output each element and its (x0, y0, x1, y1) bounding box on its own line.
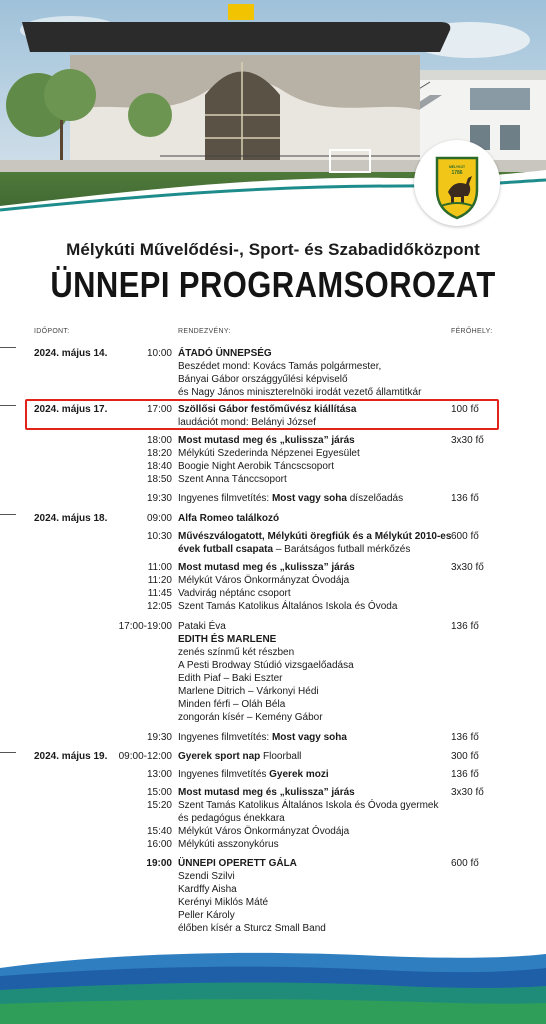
program-row (0, 561, 546, 574)
event-detail: Boogie Night Aerobik Táncscsoport (178, 461, 335, 472)
column-header-event: RENDEZVÉNY: (178, 328, 231, 335)
event-title: Most mutasd meg és „kulissza” járás (178, 562, 355, 573)
row-event (178, 587, 453, 600)
event-detail: Minden férfi – Oláh Béla (178, 699, 286, 710)
program-row (0, 373, 546, 386)
event-prefix: Ingyenes filmvetítés: (178, 493, 272, 504)
event-prefix: Ingyenes filmvetítés (178, 769, 270, 780)
row-event (178, 922, 453, 935)
event-title: Most vagy soha (271, 732, 347, 743)
row-time: 15:20 (146, 800, 172, 811)
program-row (0, 646, 546, 659)
event-title: ÁTADÓ ÜNNEPSÉG (178, 348, 272, 359)
event-detail: Bányai Gábor országgyűlési képviselő (178, 374, 348, 385)
program-row (0, 473, 546, 486)
program-row (0, 460, 546, 473)
town-crest (414, 140, 500, 226)
column-header-time: IDŐPONT: (34, 328, 70, 335)
program-row (0, 530, 546, 543)
row-capacity: 600 fő (451, 531, 479, 542)
row-event (178, 786, 453, 799)
program-row (0, 672, 546, 685)
row-event (178, 812, 453, 825)
event-detail: A Pesti Brodway Stúdió vizsgaelőadása (178, 660, 354, 671)
row-event (178, 731, 453, 744)
event-prefix: Ingyenes filmvetítés: (178, 732, 272, 743)
event-detail: Pataki Éva (178, 621, 226, 632)
event-title: Gyerek sport nap (178, 751, 261, 762)
footer-wave (0, 946, 546, 1024)
row-capacity: 300 fő (451, 751, 479, 762)
program-row (0, 633, 546, 646)
row-event (178, 883, 453, 896)
row-capacity: 600 fő (451, 858, 479, 869)
program-row (0, 698, 546, 711)
row-time: 11:20 (147, 575, 172, 586)
program-row (0, 799, 546, 812)
event-detail: Szendi Szilvi (178, 871, 235, 882)
event-title: EDITH ÉS MARLENE (178, 634, 277, 645)
event-detail: Edith Piaf – Baki Eszter (178, 673, 283, 684)
row-capacity: 136 fő (451, 769, 479, 780)
row-event (178, 896, 453, 909)
row-event (178, 799, 453, 812)
row-capacity: 100 fő (451, 404, 479, 415)
program-row (0, 812, 546, 825)
program-row (0, 838, 546, 851)
row-event (178, 672, 453, 685)
row-capacity: 3x30 fő (451, 435, 484, 446)
event-title: ÜNNEPI OPERETT GÁLA (178, 858, 297, 869)
row-event (178, 386, 453, 399)
program-row (0, 896, 546, 909)
page-title: ÜNNEPI PROGRAMSOROZAT (50, 264, 496, 305)
program-row (0, 786, 546, 799)
program-row (0, 922, 546, 935)
row-event (178, 574, 453, 587)
event-detail: Floorball (260, 751, 302, 762)
event-detail: élőben kísér a Sturcz Small Band (178, 923, 326, 934)
row-event (178, 543, 453, 556)
row-time: 11:00 (147, 562, 172, 573)
event-detail: Szent Tamás Katolikus Általános Iskola és Óvoda gyermek (178, 800, 439, 811)
row-event (178, 530, 453, 543)
day-date: 2024. május 19. (34, 751, 108, 762)
program-row (0, 659, 546, 672)
event-detail: zenés színmű két részben (178, 647, 295, 658)
crest-town-label: MÉLYKÚT (448, 165, 466, 169)
row-event (178, 434, 453, 447)
event-title: évek futball csapata (178, 544, 274, 555)
row-event (178, 347, 453, 360)
event-detail: Szent Tamás Katolikus Általános Iskola és Óvoda (178, 601, 398, 612)
program-row (0, 768, 546, 781)
program-row (0, 685, 546, 698)
row-event (178, 909, 453, 922)
row-time: 18:50 (146, 474, 172, 485)
event-detail: zongorán kísér – Kemény Gábor (178, 712, 323, 723)
event-detail: laudációt mond: Belányi József (178, 417, 316, 428)
event-detail: Szent Anna Tánccsoport (178, 474, 287, 485)
program-row (0, 347, 546, 360)
event-title: Szöllősi Gábor festőművész kiállítása (178, 404, 357, 415)
row-event (178, 447, 453, 460)
event-detail: Kerényi Miklós Máté (178, 897, 269, 908)
row-time: 10:00 (146, 348, 172, 359)
row-event (178, 711, 453, 724)
row-event (178, 561, 453, 574)
program-row (0, 600, 546, 613)
row-capacity: 136 fő (451, 732, 479, 743)
row-time: 19:00 (146, 858, 172, 869)
row-event (178, 698, 453, 711)
row-time: 17:00-19:00 (118, 621, 172, 632)
event-title: Most mutasd meg és „kulissza” járás (178, 435, 355, 446)
row-event (178, 633, 453, 646)
row-time: 11:45 (147, 588, 172, 599)
row-capacity: 136 fő (451, 621, 479, 632)
day-date: 2024. május 18. (34, 513, 108, 524)
event-title: Gyerek mozi (269, 769, 329, 780)
row-capacity: 136 fő (451, 493, 479, 504)
event-detail: Mélykút Város Önkormányzat Óvodája (178, 575, 350, 586)
row-time: 16:00 (146, 839, 172, 850)
event-detail: Mélykúti Szederinda Népzenei Egyesület (178, 448, 360, 459)
program-row (0, 909, 546, 922)
row-event (178, 750, 453, 763)
event-detail: Beszédet mond: Kovács Tamás polgármester, (178, 361, 382, 372)
row-time: 15:40 (146, 826, 172, 837)
event-detail: Mélykút Város Önkormányzat Óvodája (178, 826, 350, 837)
row-event (178, 620, 453, 633)
day-date: 2024. május 17. (34, 404, 108, 415)
program-row (0, 731, 546, 744)
program-row (0, 620, 546, 633)
deer-crest-icon (414, 140, 500, 226)
program-row (0, 512, 546, 525)
row-event (178, 646, 453, 659)
hero-building-image (0, 0, 546, 222)
row-time: 09:00 (146, 513, 172, 524)
row-time: 12:05 (146, 601, 172, 612)
event-title: Most vagy soha (271, 493, 347, 504)
row-time: 10:30 (146, 531, 172, 542)
row-event (178, 870, 453, 883)
row-event (178, 659, 453, 672)
program-row (0, 587, 546, 600)
row-event (178, 360, 453, 373)
program-row (0, 543, 546, 556)
day-date: 2024. május 14. (34, 348, 108, 359)
organizer-subtitle: Mélykúti Művelődési-, Sport- és Szabadidőközpont (66, 240, 480, 259)
crest-year-label: 1786 (451, 170, 463, 176)
event-detail: és Nagy János miniszterelnöki irodát vezető államtitkár (178, 387, 422, 398)
program-row (0, 492, 546, 505)
row-event (178, 492, 453, 505)
row-event (178, 373, 453, 386)
row-time: 18:20 (146, 448, 172, 459)
row-event (178, 768, 453, 781)
row-event (178, 825, 453, 838)
row-event (178, 460, 453, 473)
event-detail: Peller Károly (178, 910, 235, 921)
row-event (178, 685, 453, 698)
event-title: Művészválogatott, Mélykúti öregfiúk és a Mélykút 2010-es (178, 531, 452, 542)
program-row (0, 825, 546, 838)
program-row (0, 711, 546, 724)
event-title: Alfa Romeo találkozó (178, 513, 280, 524)
program-row (0, 857, 546, 870)
row-capacity: 3x30 fő (451, 787, 484, 798)
event-detail: – Barátságos futball mérkőzés (273, 544, 411, 555)
event-detail: Vadvirág néptánc csoport (178, 588, 291, 599)
program-row (0, 360, 546, 373)
row-event (178, 600, 453, 613)
event-detail: és pedagógus énekkara (178, 813, 285, 824)
row-event (178, 473, 453, 486)
event-detail: Mélykúti asszonykórus (178, 839, 279, 850)
row-capacity: 3x30 fő (451, 562, 484, 573)
row-time: 13:00 (146, 769, 172, 780)
row-time: 18:00 (146, 435, 172, 446)
row-event (178, 512, 453, 525)
program-row (0, 434, 546, 447)
program-row (0, 883, 546, 896)
column-header-capacity: FÉRŐHELY: (451, 328, 493, 335)
row-time: 09:00-12:00 (118, 751, 172, 762)
event-detail: díszelőadás (346, 493, 404, 504)
event-detail: Marlene Ditrich – Várkonyi Hédi (178, 686, 319, 697)
program-row (0, 386, 546, 399)
program-row (0, 750, 546, 763)
row-time: 18:40 (146, 461, 172, 472)
row-time: 17:00 (146, 404, 172, 415)
program-row (0, 870, 546, 883)
row-time: 19:30 (146, 732, 172, 743)
program-row (0, 574, 546, 587)
event-title: Most mutasd meg és „kulissza” járás (178, 787, 355, 798)
row-event (178, 838, 453, 851)
row-event (178, 857, 453, 870)
highlight-box (25, 399, 499, 430)
row-time: 19:30 (146, 493, 172, 504)
event-detail: Kardffy Aisha (178, 884, 237, 895)
row-time: 15:00 (146, 787, 172, 798)
program-row (0, 447, 546, 460)
